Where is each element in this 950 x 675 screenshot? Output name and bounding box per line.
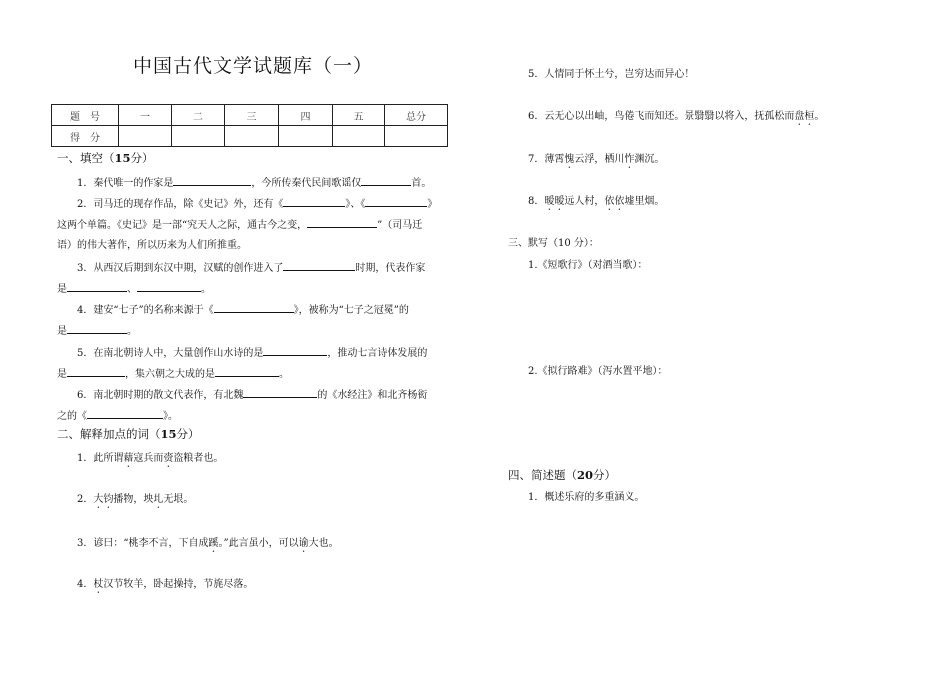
emphasized-word: 圠	[153, 494, 164, 505]
emphasized-word: 愧	[564, 154, 575, 165]
question-2-1: 1．此所谓藉寇兵而赍盗粮者也。	[77, 453, 224, 464]
emphasized-word: 怍	[624, 154, 635, 165]
emphasized-word: 谕	[298, 538, 309, 549]
score-header-cell: 一	[119, 105, 172, 126]
question-2-8: 8．暧暧远人村，依依墟里烟。	[528, 196, 665, 207]
question-2-6: 6．云无心以出岫，鸟倦飞而知还。景翳翳以将入，抚孤松而盘桓。	[528, 111, 825, 122]
answer-blank[interactable]	[283, 257, 355, 271]
question-2-4: 4．杖汉节牧羊，卧起操持，节旄尽落。	[77, 579, 254, 590]
question-3-1: 1.《短歌行》（对酒当歌）：	[528, 260, 648, 271]
score-header-cell: 五	[333, 105, 385, 126]
question-1-4: 4．建安“七子”的名称来源于《 》，被称为“七子之冠冕”的	[77, 299, 409, 321]
question-1-4-line2: 是 。	[57, 320, 137, 342]
question-3-2: 2.《拟行路难》（泻水置平地）：	[528, 366, 668, 377]
emphasized-word: 依依	[604, 196, 625, 207]
score-cell[interactable]	[385, 126, 448, 147]
question-1-6-line2: 之的《 》。	[57, 405, 178, 427]
question-1-2: 2．司马迁的现存作品，除《史记》外，还有《 》、《 》	[77, 193, 437, 215]
score-table-score-row	[52, 126, 448, 147]
answer-blank[interactable]	[243, 384, 317, 398]
score-header-cell: 题 号	[52, 105, 119, 126]
answer-blank[interactable]	[67, 320, 127, 334]
answer-blank[interactable]	[137, 278, 201, 292]
section-4-heading: 四、简述题（20分）	[508, 468, 617, 482]
score-header-cell: 总分	[385, 105, 448, 126]
score-table-header-row	[52, 105, 448, 126]
emphasized-word: 大钧	[93, 494, 114, 505]
question-1-1: 1．秦代唯一的作家是 ，今所传秦代民间歌谣仅 首。	[77, 172, 431, 194]
question-1-2-line2: 这两个单篇。《史记》是一部“究天人之际，通古今之变， ”（司马迁	[57, 214, 422, 236]
score-row-label: 得 分	[52, 126, 119, 147]
emphasized-word: 蹊	[208, 538, 219, 549]
emphasized-word: 盘桓	[794, 111, 815, 122]
answer-blank[interactable]	[214, 299, 294, 313]
score-table	[51, 104, 448, 147]
question-1-3-line2: 是 、 。	[57, 278, 211, 300]
score-header-cell: 四	[279, 105, 333, 126]
answer-blank[interactable]	[173, 172, 251, 186]
question-2-5: 5．人情同于怀土兮，岂穷达而异心！	[528, 69, 695, 80]
section-1-heading: 一、填空（15分）	[57, 151, 154, 165]
score-cell[interactable]	[279, 126, 333, 147]
score-header-cell: 三	[225, 105, 279, 126]
page-title: 中国古代文学试题库（一）	[133, 55, 374, 77]
answer-blank[interactable]	[361, 172, 411, 186]
question-1-2-line3: 语）的伟大著作，所以历来为人们所推重。	[57, 240, 247, 251]
answer-blank[interactable]	[67, 278, 127, 292]
score-cell[interactable]	[333, 126, 385, 147]
question-1-5-line2: 是 ，集六朝之大成的是 。	[57, 363, 289, 385]
question-1-3: 3．从西汉后期到东汉中期，汉赋的创作进入了 时期，代表作家	[77, 257, 425, 279]
answer-blank[interactable]	[263, 342, 327, 356]
answer-blank[interactable]	[307, 214, 377, 228]
answer-blank[interactable]	[215, 363, 279, 377]
emphasized-word: 藉	[123, 453, 134, 464]
answer-blank[interactable]	[365, 193, 427, 207]
score-cell[interactable]	[225, 126, 279, 147]
question-1-5: 5．在南北朝诗人中，大量创作山水诗的是 ，推动七言诗体发展的	[77, 342, 427, 364]
section-2-heading: 二、解释加点的词（15分）	[57, 427, 200, 441]
emphasized-word: 赍	[163, 453, 174, 464]
section-3-heading: 三、默写（10 分）：	[508, 238, 599, 249]
score-header-cell: 二	[172, 105, 225, 126]
question-2-2: 2．大钧播物，坱圠无垠。	[77, 494, 194, 505]
emphasized-word: 暧暧	[544, 196, 565, 207]
question-1-6: 6．南北朝时期的散文代表作，有北魏 的《水经注》和北齐杨衒	[77, 384, 427, 406]
question-4-1: 1．概述乐府的多重涵义。	[528, 492, 645, 503]
score-cell[interactable]	[119, 126, 172, 147]
answer-blank[interactable]	[87, 405, 163, 419]
question-2-7: 7．薄霄愧云浮，栖川怍渊沉。	[528, 154, 665, 165]
score-cell[interactable]	[172, 126, 225, 147]
question-2-3: 3．谚曰：“桃李不言，下自成蹊。”此言虽小，可以谕大也。	[77, 538, 339, 549]
answer-blank[interactable]	[67, 363, 125, 377]
emphasized-word: 杖	[93, 579, 104, 590]
answer-blank[interactable]	[283, 193, 345, 207]
